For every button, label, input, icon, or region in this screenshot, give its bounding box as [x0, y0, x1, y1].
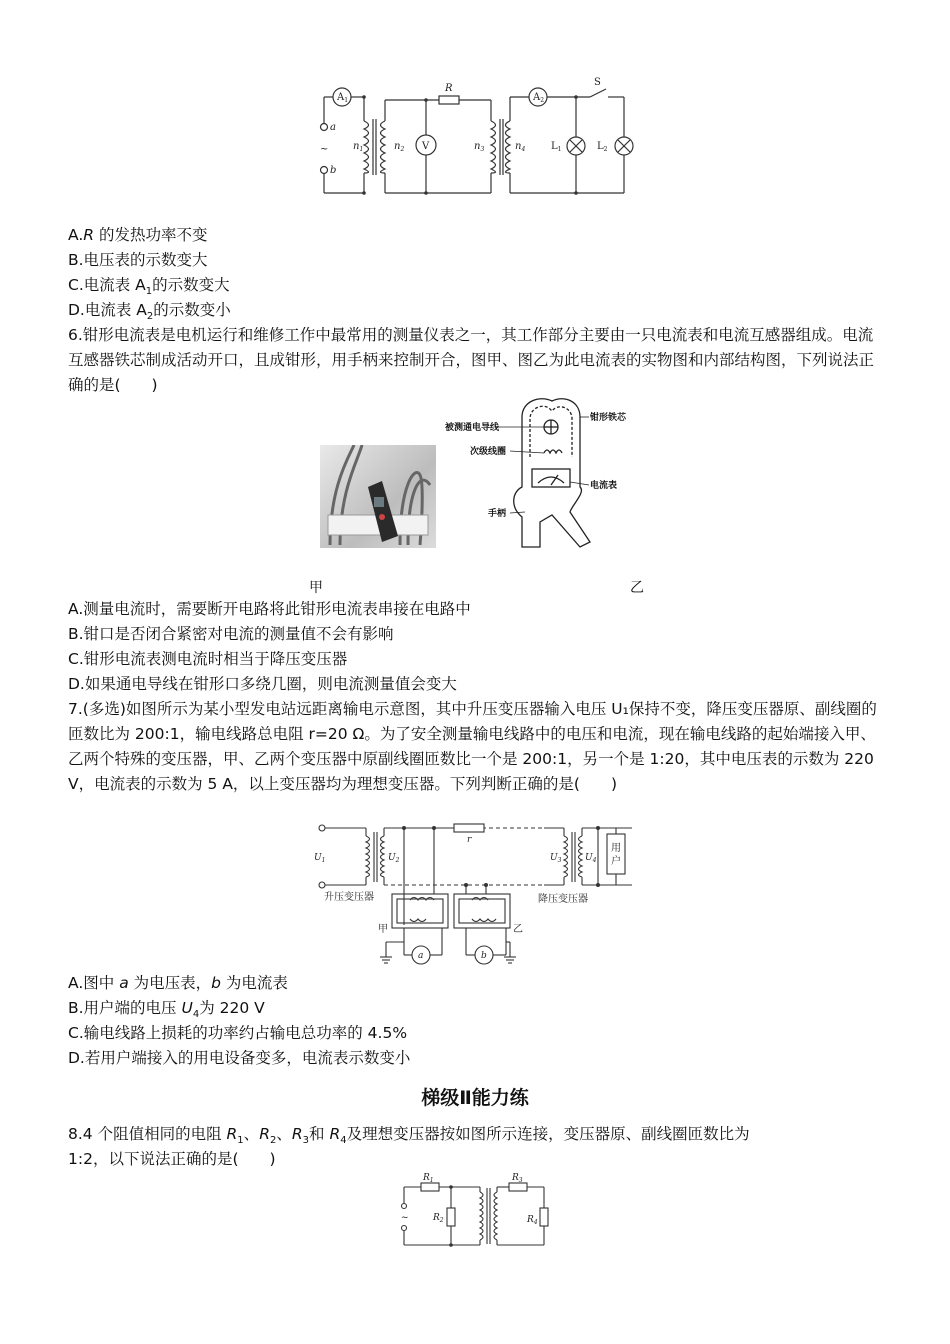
- clamp-meter-photo: [320, 445, 436, 548]
- clamp-meter-structure-diagram: [440, 397, 640, 552]
- r1-label: $R_1$: [423, 1173, 434, 1184]
- switch-s-label: S: [594, 77, 601, 88]
- line-resistance-label: r: [467, 835, 472, 845]
- r2-label: $R_2$: [433, 1213, 444, 1224]
- label-measured-wire: 被测通电导线: [445, 423, 500, 433]
- step-down-label: 降压变压器: [538, 894, 588, 905]
- label-clamp-core: 钳形铁芯: [590, 413, 627, 423]
- section-heading: 梯级Ⅱ能力练: [421, 1087, 529, 1109]
- label-secondary-coil: 次级线圈: [470, 447, 507, 457]
- coil-n4-label: $n_4$: [515, 141, 526, 153]
- user-label-1: 用: [611, 843, 621, 854]
- q7-option-b: B.用户端的电压 $U_4$为 220 V: [68, 999, 265, 1021]
- u3-label: $U_3$: [550, 853, 562, 864]
- ac-source-symbol: ~: [401, 1213, 409, 1223]
- q6-option-d: D.如果通电导线在钳形口多绕几圈，则电流测量值会变大: [68, 675, 457, 693]
- resistor-r-label: R: [445, 83, 453, 94]
- terminal-a-label: a: [330, 122, 336, 133]
- r3-label: $R_3$: [512, 1173, 523, 1184]
- transformer-yi-label: 乙: [513, 924, 523, 935]
- q7-option-c: C.输电线路上损耗的功率约占输电总功率的 4.5%: [68, 1024, 408, 1042]
- meter-b-label: b: [481, 951, 487, 961]
- ac-source-symbol: ~: [320, 144, 329, 155]
- r4-label: $R_4$: [527, 1215, 538, 1226]
- q5-option-b: B.电压表的示数变大: [68, 251, 208, 269]
- q7-option-a: A.图中 a 为电压表，b 为电流表: [68, 974, 288, 992]
- lamp-l1-label: $L_1$: [551, 141, 562, 153]
- ammeter-a2-label: $A_2$: [533, 92, 545, 104]
- coil-n3-label: $n_3$: [474, 141, 485, 153]
- lamp-l2-label: $L_2$: [597, 141, 608, 153]
- voltmeter-label: V: [422, 141, 430, 152]
- caption-jia: 甲: [309, 580, 323, 596]
- transformer-circuit-figure: [316, 75, 636, 200]
- q6-option-a: A.测量电流时，需要断开电路将此钳形电流表串接在电路中: [68, 600, 471, 618]
- q7-option-d: D.若用户端接入的用电设备变多，电流表示数变小: [68, 1049, 411, 1067]
- u4-label: $U_4$: [585, 853, 597, 864]
- caption-yi: 乙: [630, 580, 644, 596]
- four-resistor-transformer-circuit: [396, 1170, 556, 1250]
- label-handle: 手柄: [488, 509, 507, 519]
- label-ammeter: 电流表: [590, 481, 618, 491]
- coil-n2-label: $n_2$: [394, 141, 405, 153]
- q6-option-b: B.钳口是否闭合紧密对电流的测量值不会有影响: [68, 625, 394, 643]
- ammeter-a1-label: $A_1$: [337, 92, 349, 104]
- q5-option-d: D.电流表 $A_2$的示数变小: [68, 301, 231, 323]
- u2-label: $U_2$: [388, 853, 400, 864]
- q7-stem: 7.(多选)如图所示为某小型发电站远距离输电示意图，其中升压变压器输入电压 U₁保持不变，降压变压器原、副线圈的匝数比为 200:1，输电线路总电阻 r=20 Ω。为了安全测量输电线路中的电压和电流，现在输电线路的起始端接入甲、乙两个特殊的变压器，甲、乙两个变压器中原副线圈匝数比一个是 200:1，另一个是 1:20，其中电压表的示数为 220 V，电流表的示数为 5 A，以上变压器均为理想变压器。下列判断正确的是( ): [68, 700, 877, 793]
- user-label-2: 户: [611, 856, 621, 867]
- step-up-label: 升压变压器: [324, 892, 374, 903]
- q5-option-a: A.R 的发热功率不变: [68, 226, 208, 244]
- transformer-jia-label: 甲: [378, 924, 388, 935]
- q8-stem-line1: 8.4 个阻值相同的电阻 $R_1$、$R_2$、$R_3$和 $R_4$及理想变压器按如图所示连接，变压器原、副线圈匝数比为: [68, 1125, 750, 1147]
- power-transmission-diagram: [314, 822, 636, 967]
- q5-option-c: C.电流表 $A_1$的示数变大: [68, 276, 230, 298]
- q6-option-c: C.钳形电流表测电流时相当于降压变压器: [68, 650, 348, 668]
- coil-n1-label: $n_1$: [353, 141, 364, 153]
- q8-stem-line2: 1:2，以下说法正确的是( ): [68, 1150, 276, 1168]
- q6-stem: 6.钳形电流表是电机运行和维修工作中最常用的测量仪表之一，其工作部分主要由一只电流表和电流互感器组成。电流互感器铁芯制成活动开口，且成钳形，用手柄来控制开合，图甲、图乙为此电流表的实物图和内部结构图，下列说法正确的是( ): [68, 326, 875, 394]
- u1-label: $U_1$: [314, 853, 326, 864]
- meter-a-label: a: [418, 951, 424, 961]
- terminal-b-label: b: [330, 165, 337, 176]
